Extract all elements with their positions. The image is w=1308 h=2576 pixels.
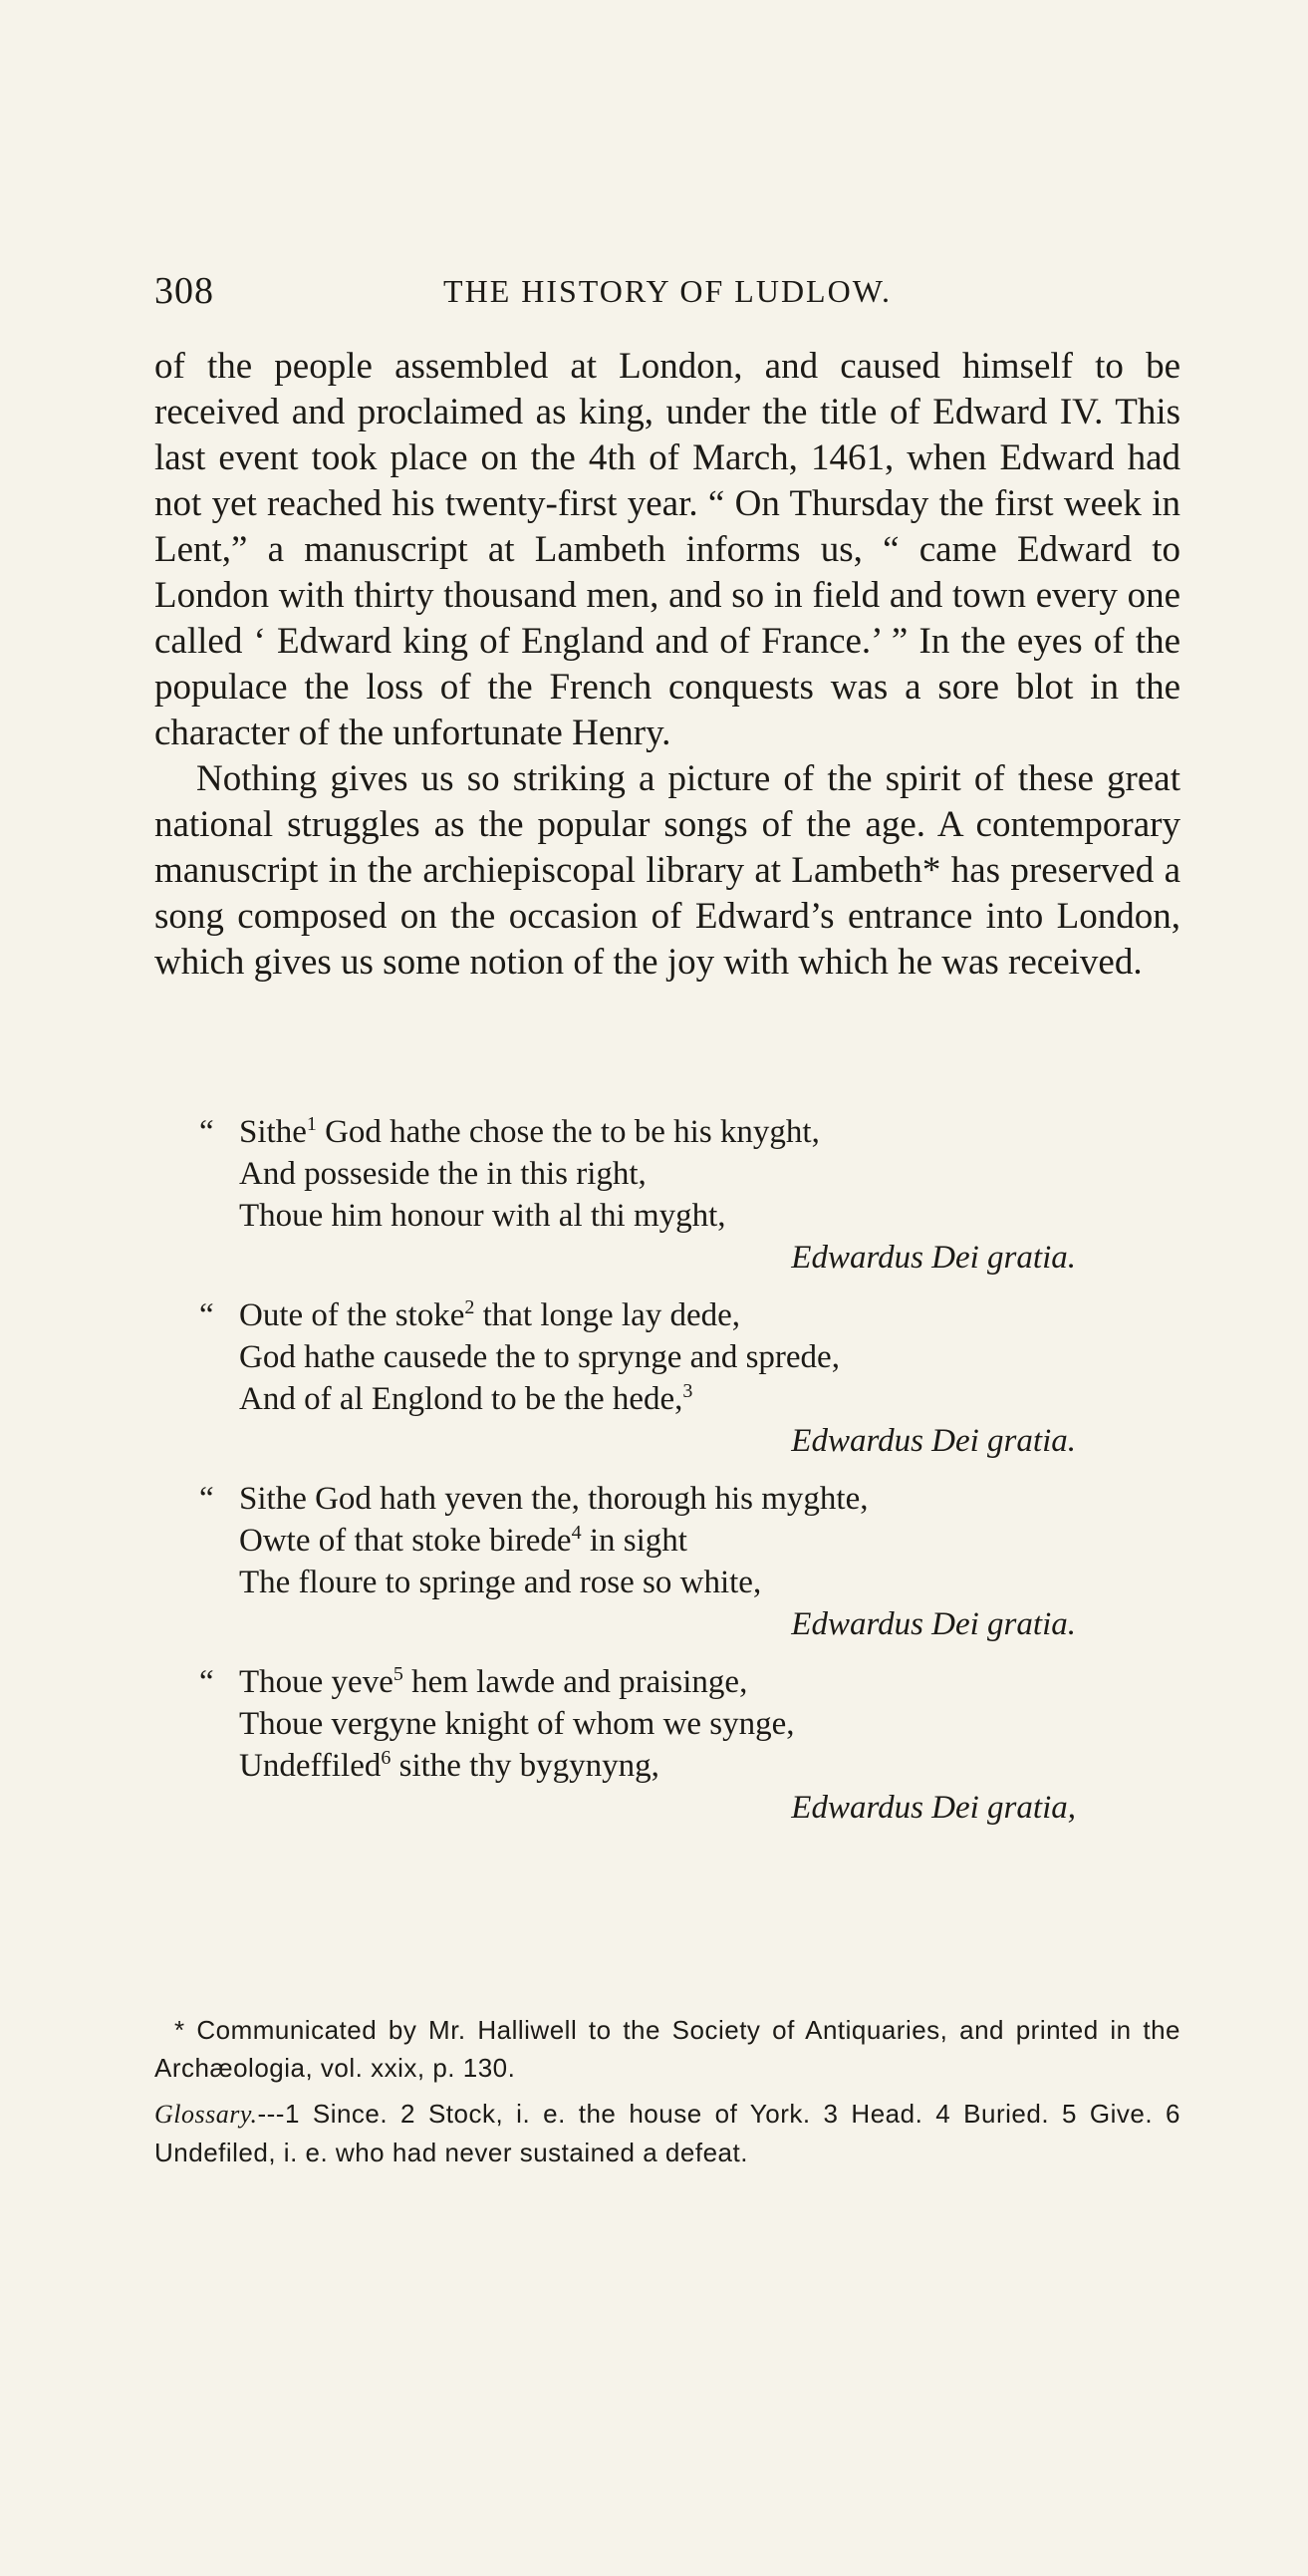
note-ref: 6 xyxy=(381,1747,392,1769)
glossary-text: ---1 Since. 2 Stock, i. e. the house of York. 3 Head. 4 Buried. 5 Give. 6 Undefiled, i. e. who had never sustained a defeat. xyxy=(154,2099,1180,2167)
poem-text: in sight xyxy=(581,1523,687,1559)
poem-line xyxy=(239,1745,1096,1787)
open-quote: “ xyxy=(199,1297,214,1333)
poem-line xyxy=(199,1111,1096,1153)
note-ref: 3 xyxy=(682,1380,693,1402)
poem-line: The floure to springe and rose so white, xyxy=(239,1565,762,1600)
note-ref: 5 xyxy=(392,1663,403,1685)
paragraph-1: of the people assembled at London, and caused himself to be received and proclaimed as king, under the title of Edward IV. This last event took place on the 4th of March, 1461, when Edward had not yet reached his twenty-first year. “ On Thursday the first week in Lent,” a manuscript at Lambeth informs us, “ came Edward to London with thirty thousand men, and so in field and town every one called ‘ Edward king of England and of France.’ ” In the eyes of the populace the loss of the French conquests was a sore blot in the character of the unfortunate Henry. xyxy=(154,346,1180,753)
stanza-4 xyxy=(199,1661,1096,1829)
poem-text: Thoue yeve xyxy=(239,1664,393,1700)
poem-refrain: Edwardus Dei gratia, xyxy=(791,1790,1076,1826)
poem-line xyxy=(199,1478,1096,1520)
open-quote: “ xyxy=(199,1664,214,1700)
poem-refrain: Edwardus Dei gratia. xyxy=(791,1240,1076,1276)
open-quote: “ xyxy=(199,1114,214,1150)
glossary-label: Glossary. xyxy=(154,2100,258,2129)
stanza-1 xyxy=(199,1111,1096,1279)
poem-line: Thoue vergyne knight of whom we synge, xyxy=(239,1706,795,1742)
paragraph-2: Nothing gives us so striking a picture of the spirit of these great national struggles as the popular songs of the age. A contemporary manuscript in the archiepiscopal library at Lambeth* has preserved a song composed on the occasion of Edward’s entrance into London, which gives us some notion of the joy with which he was received. xyxy=(154,758,1180,983)
poem-line xyxy=(199,1661,1096,1703)
poem-line: Thoue him honour with al thi myght, xyxy=(239,1198,726,1234)
stanza-2 xyxy=(199,1294,1096,1462)
poem-refrain: Edwardus Dei gratia. xyxy=(791,1606,1076,1642)
poem-line: And posseside the in this right, xyxy=(239,1156,647,1192)
poem-text: God hathe chose the to be his knyght, xyxy=(316,1114,820,1150)
poem xyxy=(199,1111,1096,1845)
poem-text: And of al Englond to be the hede, xyxy=(239,1381,683,1417)
poem-line xyxy=(239,1520,1096,1562)
poem-refrain: Edwardus Dei gratia. xyxy=(791,1423,1076,1459)
poem-text: Owte of that stoke birede xyxy=(239,1523,572,1559)
note-ref: 4 xyxy=(571,1522,582,1544)
poem-text: Sithe xyxy=(239,1114,307,1150)
poem-text: that longe lay dede, xyxy=(474,1297,741,1333)
page-header xyxy=(154,269,1180,312)
note-ref: 2 xyxy=(464,1296,475,1318)
glossary xyxy=(154,2095,1180,2171)
poem-text: Oute of the stoke xyxy=(239,1297,465,1333)
running-title: THE HISTORY OF LUDLOW. xyxy=(443,273,892,309)
stanza-3 xyxy=(199,1478,1096,1645)
open-quote: “ xyxy=(199,1481,214,1517)
footnote: * Communicated by Mr. Halliwell to the Society of Antiquaries, and printed in the Archæologia, vol. xxix, p. 130. xyxy=(154,2015,1180,2083)
footnotes xyxy=(154,2011,1180,2179)
body-text xyxy=(154,344,1180,986)
poem-text: Sithe God hath yeven the, thorough his myghte, xyxy=(239,1481,869,1517)
poem-text: sithe thy bygynyng, xyxy=(391,1748,659,1784)
poem-line: God hathe causede the to sprynge and sprede, xyxy=(239,1339,840,1375)
poem-text: Undeffiled xyxy=(239,1748,382,1784)
poem-line xyxy=(239,1378,1096,1420)
note-ref: 1 xyxy=(306,1113,317,1135)
poem-line xyxy=(199,1294,1096,1336)
page-number: 308 xyxy=(154,270,214,312)
poem-text: hem lawde and praisinge, xyxy=(402,1664,748,1700)
